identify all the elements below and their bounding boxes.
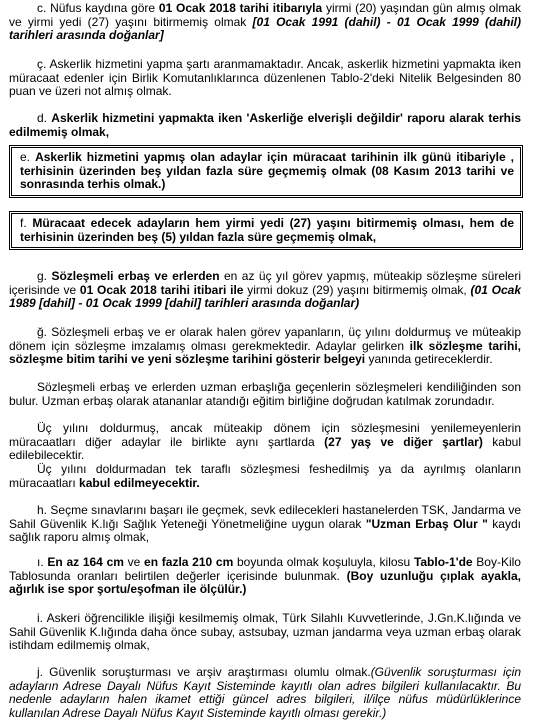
bold-run: Tablo-1'de bbox=[413, 555, 473, 569]
item-g bbox=[9, 270, 521, 311]
bold-italic-run: [01 Ocak 1991 (dahil) - 01 Ocak 1999 (dahil) tarihleri arasında doğanlar] bbox=[9, 14, 521, 43]
item-cedilla bbox=[9, 58, 521, 99]
bold-run: 01 Ocak 2018 tarihi itibarıyla bbox=[158, 1, 323, 15]
item-j bbox=[9, 666, 521, 720]
item-d bbox=[9, 112, 521, 139]
italic-run: (Güvenlik soruşturması için adayların Adrese Dayalı Nüfus Kayıt Sisteminde kayıtlı olan adres bilgileri kullanılacaktır. Bu nedenle adayların halen ikamet ettiği güncel adres bilgileri, il/ilçe nüfus müdürlüklerince kullanılan Adrese Dayalı Nüfus Kayıt Sisteminde kayıtlı olması gerekir.) bbox=[9, 665, 521, 720]
text-run: Sözleşmeli erbaş ve erlerden uzman erbaşlığa geçenlerin sözleşmeleri kendiliğinden son bulur. Uzman erbaş olarak atananlar atandığı eğitim birliğine doğrudan katılmak zorundadır. bbox=[9, 380, 521, 408]
text-run: yirmi dokuz (29) yaşını bitirmemiş olmak, bbox=[243, 282, 471, 297]
bold-run: (27 yaş ve diğer şartlar) bbox=[324, 434, 483, 449]
bold-run: 01 Ocak 2018 tarihi itibari ile bbox=[79, 282, 244, 297]
bold-run: (Boy uzunluğu çıplak ayakla, ağırlık ise spor şortu/eşofman ile ölçülür.) bbox=[9, 568, 521, 597]
bold-run: Sözleşmeli erbaş ve erlerden bbox=[51, 269, 220, 283]
item-c-continued bbox=[9, 2, 521, 43]
paragraph-contract-end bbox=[9, 381, 521, 408]
text-run: kabul edilebilecektir. bbox=[9, 434, 521, 463]
item-e bbox=[20, 151, 514, 192]
text-run: yanında getireceklerdir. bbox=[365, 352, 493, 367]
text-run: j. Güvenlik soruşturması ve arşiv araştırması olumlu olmak. bbox=[37, 665, 371, 679]
text-run: en az üç yıl görev yapmış, müteakip sözleşme süreleri içerisinde ve bbox=[9, 269, 521, 297]
text-run: kaydı sağlık raporu almış olmak, bbox=[9, 516, 521, 545]
text-run: ç. Askerlik hizmetini yapma şartı aranmamaktadır. Ancak, askerlik hizmetini yapmakta iken müracaat edenler için Birlik Komutanlıklarınca düzenlenen Tablo-2'deki Nitelik Belgesinden 80 puan ve üzeri not almış olmak. bbox=[9, 57, 521, 99]
paragraph-terminated bbox=[9, 463, 521, 490]
text-run: ğ. Sözleşmeli erbaş ve er olarak halen görev yapanların, üç yılını doldurmuş ve müteakip dönem için sözleşme imzalamış olması gerekmektedir. Adaylar gelirken bbox=[9, 325, 521, 353]
text-run: ve bbox=[123, 555, 145, 569]
text-run: f. bbox=[20, 216, 33, 230]
bold-run: Müracaat edecek adayların hem yirmi yedi (27) yaşını bitirmemiş olması, hem de terhisinin üzerinden beş (5) yıldan fazla süre geçmemiş olmak, bbox=[20, 216, 514, 244]
text-run: g. bbox=[37, 269, 52, 283]
text-run: h. Seçme sınavlarını başarı ile geçmek, sevk edilecekleri hastanelerden TSK, Jandarma ve Sahil Güvenlik K.lığı Sağlık Yeteneği Yönetmeliğine uygun olarak bbox=[9, 503, 521, 531]
text-run: yirmi (20) yaşından gün almış olmak ve yirmi yedi (27) yaşını bitirmemiş olmak bbox=[9, 1, 521, 29]
text-run: e. bbox=[20, 150, 36, 164]
bold-run: ilk sözleşme tarihi, sözleşme bitim tarihi ve yeni sözleşme tarihini gösterir belgeyi bbox=[9, 338, 521, 367]
bold-italic-run: (01 Ocak 1989 [dahil] - 01 Ocak 1999 [dahil] tarihleri arasında doğanlar) bbox=[9, 282, 521, 311]
text-run: Üç yılını doldurmuş, ancak müteakip dönem için sözleşmesini yenilemeyenlerin müracaatları diğer adaylar ile birlikte aynı şartlarda bbox=[9, 421, 521, 449]
bold-run: En az 164 cm bbox=[47, 555, 124, 569]
paragraph-not-renewed bbox=[9, 422, 521, 463]
item-i-dotted bbox=[9, 612, 521, 653]
item-h bbox=[9, 504, 521, 545]
item-f-box bbox=[9, 211, 523, 250]
text-run: d. bbox=[37, 111, 52, 125]
item-i-dotless bbox=[9, 556, 521, 597]
bold-run: "Uzman Erbaş Olur " bbox=[365, 516, 488, 531]
item-e-box bbox=[9, 145, 523, 198]
bold-run: en fazla 210 cm bbox=[144, 555, 234, 569]
item-f bbox=[20, 217, 514, 244]
text-run: c. Nüfus kaydına göre bbox=[37, 1, 159, 15]
text-run: Boy-Kilo Tablosunda oranları belirtilen değerler içerisinde bulunmak. bbox=[9, 555, 521, 583]
bold-run: Askerlik hizmetini yapmış olan adaylar için müracaat tarihinin ilk günü itibariyle , terhisinin üzerinden beş yıldan fazla süre geçmemiş olmak (08 Kasım 2013 tarihi ve sonrasında terhis olmak.) bbox=[20, 150, 514, 192]
bold-run: Askerlik hizmetini yapmakta iken 'Askerliğe elverişli değildir' raporu alarak terhis edilmemiş olmak, bbox=[9, 111, 522, 139]
text-run: ı. bbox=[37, 555, 48, 569]
item-g-breve bbox=[9, 326, 521, 367]
text-run: i. Askeri öğrencilikle ilişiği kesilmemiş olmak, Türk Silahlı Kuvvetlerinde, J.Gn.K.lığında ve Sahil Güvenlik K.lığında daha önce subay, astsubay, uzman jandarma veya uzman erbaş olarak istihdam edilmemiş olmak, bbox=[9, 611, 521, 653]
bold-run: kabul edilmeyecektir. bbox=[79, 475, 200, 490]
text-run: boyunda olmak koşuluyla, kilosu bbox=[233, 555, 414, 569]
text-run: Üç yılını doldurmadan tek taraflı sözleşmesi feshedilmiş ya da ayrılmış olanların müracaatları bbox=[9, 462, 521, 490]
